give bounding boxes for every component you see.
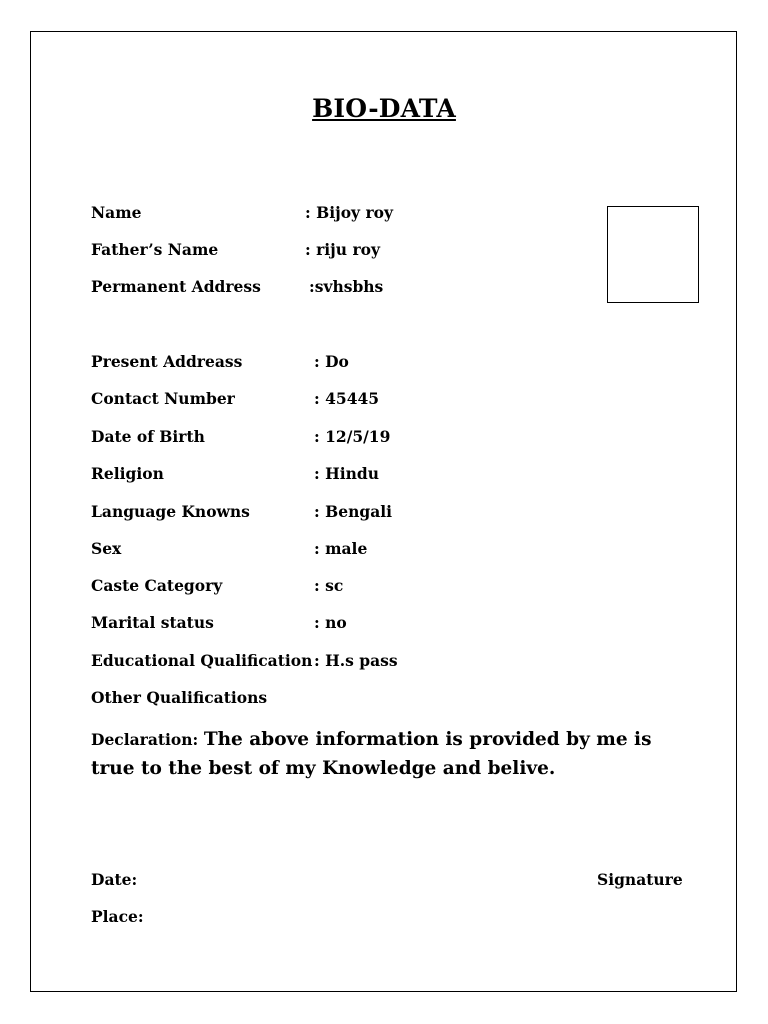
signature-label: Signature bbox=[597, 870, 683, 889]
language-known-label: Language Knowns bbox=[91, 502, 250, 521]
place-label: Place: bbox=[91, 907, 144, 926]
fathers-name-label: Father’s Name bbox=[91, 240, 219, 259]
permanent-address-label: Permanent Address bbox=[91, 277, 261, 296]
permanent-address-value: :svhsbhs bbox=[309, 277, 384, 296]
religion-value: : Hindu bbox=[314, 464, 380, 483]
declaration-text: The above information is provided by me is true to the best of my Knowledge and belive. bbox=[91, 729, 652, 779]
caste-category-value: : sc bbox=[314, 576, 344, 595]
date-of-birth-value: : 12/5/19 bbox=[314, 427, 391, 446]
contact-number-value: : 45445 bbox=[314, 389, 380, 408]
language-known-value: : Bengali bbox=[314, 502, 393, 521]
name-value: : Bijoy roy bbox=[305, 203, 393, 222]
marital-status-value: : no bbox=[314, 613, 347, 632]
educational-qualification-label: Educational Qualification bbox=[91, 651, 313, 670]
contact-number-label: Contact Number bbox=[91, 389, 235, 408]
present-address-label: Present Addreass bbox=[91, 352, 243, 371]
date-of-birth-label: Date of Birth bbox=[91, 427, 205, 446]
declaration-label: Declaration: bbox=[91, 730, 199, 749]
name-label: Name bbox=[91, 203, 142, 222]
declaration bbox=[91, 725, 691, 783]
religion-label: Religion bbox=[91, 464, 164, 483]
marital-status-label: Marital status bbox=[91, 613, 214, 632]
photo-box bbox=[607, 206, 699, 303]
date-label: Date: bbox=[91, 870, 138, 889]
sex-label: Sex bbox=[91, 539, 122, 558]
fathers-name-value: : riju roy bbox=[305, 240, 380, 259]
caste-category-label: Caste Category bbox=[91, 576, 223, 595]
page-title: BIO-DATA bbox=[312, 94, 456, 123]
present-address-value: : Do bbox=[314, 352, 349, 371]
educational-qualification-value: : H.s pass bbox=[314, 651, 398, 670]
other-qualifications-label: Other Qualifications bbox=[91, 688, 268, 707]
sex-value: : male bbox=[314, 539, 368, 558]
